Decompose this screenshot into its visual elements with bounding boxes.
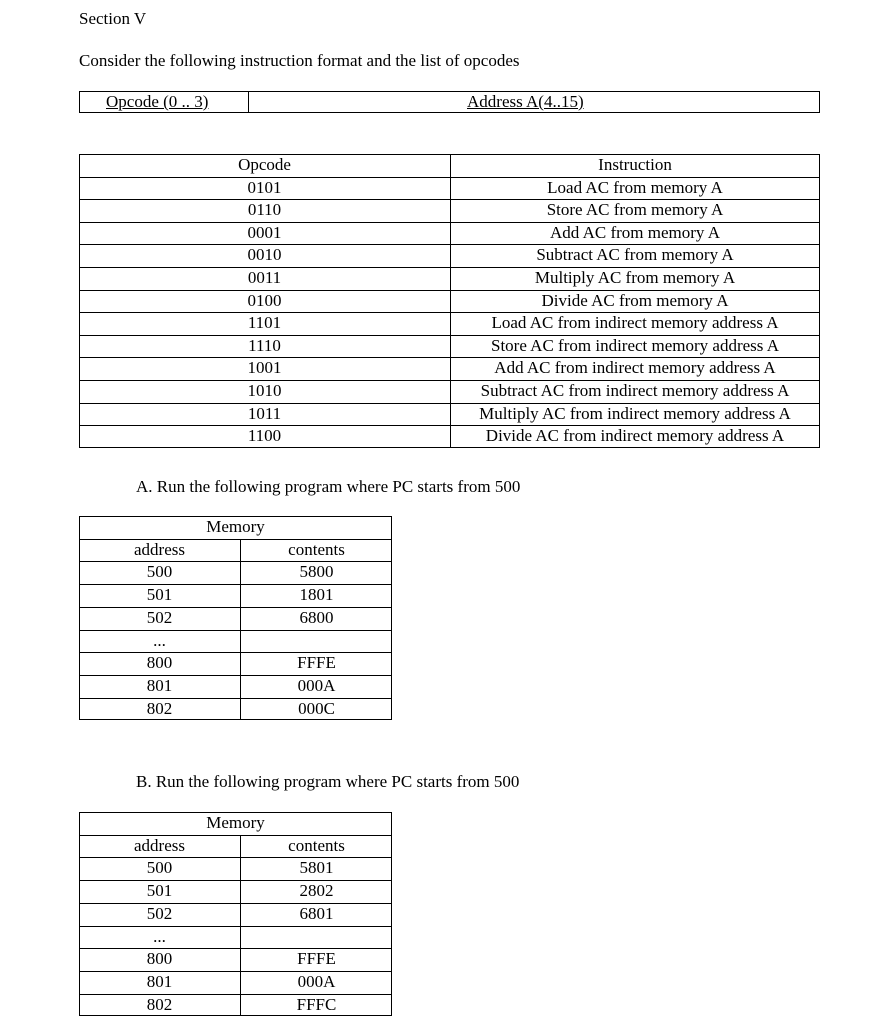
instruction-cell: Store AC from memory A — [546, 200, 724, 219]
contents-cell: 6801 — [299, 904, 334, 923]
instruction-cell: Store AC from indirect memory address A — [490, 336, 779, 355]
contents-cell: 1801 — [299, 585, 334, 604]
address-cell: 800 — [146, 949, 173, 968]
instruction-cell: Divide AC from memory A — [541, 291, 729, 310]
instruction-cell: Add AC from memory A — [550, 223, 720, 242]
contents-cell: FFFC — [296, 995, 337, 1014]
contents-column-header: contents — [288, 836, 345, 855]
instruction-cell: Load AC from memory A — [547, 178, 723, 197]
address-cell: 801 — [146, 676, 173, 695]
address-cell: 502 — [146, 904, 173, 923]
part-a-heading: A. Run the following program where PC starts from 500 — [136, 477, 521, 496]
opcode-cell: 0100 — [247, 291, 282, 310]
address-cell: 501 — [146, 881, 173, 900]
memory-title: Memory — [206, 517, 265, 536]
section-title: Section V — [79, 9, 147, 28]
opcode-cell: 1101 — [247, 313, 282, 332]
contents-cell: FFFE — [297, 653, 336, 672]
format-address-label: Address A(4..15) — [467, 92, 584, 111]
contents-cell: 000A — [297, 972, 336, 991]
address-cell: ... — [153, 631, 166, 650]
opcode-cell: 0110 — [247, 200, 282, 219]
opcode-column-header: Opcode — [238, 155, 291, 174]
contents-cell: 2802 — [299, 881, 334, 900]
address-cell: 500 — [146, 858, 173, 877]
contents-cell: 5801 — [299, 858, 334, 877]
instruction-cell: Divide AC from indirect memory address A — [485, 426, 785, 445]
memory-title: Memory — [206, 813, 265, 832]
opcode-cell: 1100 — [247, 426, 282, 445]
contents-cell: 6800 — [299, 608, 334, 627]
instruction-cell: Multiply AC from indirect memory address A — [479, 404, 791, 423]
address-cell: 802 — [146, 995, 173, 1014]
contents-cell: 5800 — [299, 562, 334, 581]
contents-column-header: contents — [288, 540, 345, 559]
opcode-cell: 0011 — [247, 268, 282, 287]
instruction-cell: Subtract AC from memory A — [536, 245, 734, 264]
instruction-format-divider — [248, 91, 249, 113]
instruction-column-header: Instruction — [598, 155, 672, 174]
intro-text: Consider the following instruction format and the list of opcodes — [79, 51, 520, 70]
instruction-cell: Load AC from indirect memory address A — [491, 313, 779, 332]
opcode-cell: 1010 — [247, 381, 282, 400]
instruction-cell: Add AC from indirect memory address A — [494, 358, 776, 377]
contents-cell: 000C — [298, 699, 335, 718]
opcode-cell: 1110 — [248, 336, 281, 355]
part-b-heading: B. Run the following program where PC starts from 500 — [136, 772, 520, 791]
address-cell: 502 — [146, 608, 173, 627]
address-cell: 500 — [146, 562, 173, 581]
contents-cell: 000A — [297, 676, 336, 695]
instruction-cell: Multiply AC from memory A — [534, 268, 736, 287]
instruction-cell: Subtract AC from indirect memory address A — [480, 381, 790, 400]
address-cell: 802 — [146, 699, 173, 718]
opcode-cell: 1011 — [247, 404, 282, 423]
opcode-cell: 0010 — [247, 245, 282, 264]
address-column-header: address — [134, 540, 185, 559]
address-cell: 800 — [146, 653, 173, 672]
format-opcode-label: Opcode (0 .. 3) — [106, 92, 209, 111]
opcode-cell: 1001 — [247, 358, 282, 377]
address-cell: ... — [153, 927, 166, 946]
address-cell: 501 — [146, 585, 173, 604]
contents-cell: FFFE — [297, 949, 336, 968]
address-cell: 801 — [146, 972, 173, 991]
opcode-cell: 0001 — [247, 223, 282, 242]
opcode-cell: 0101 — [247, 178, 282, 197]
address-column-header: address — [134, 836, 185, 855]
